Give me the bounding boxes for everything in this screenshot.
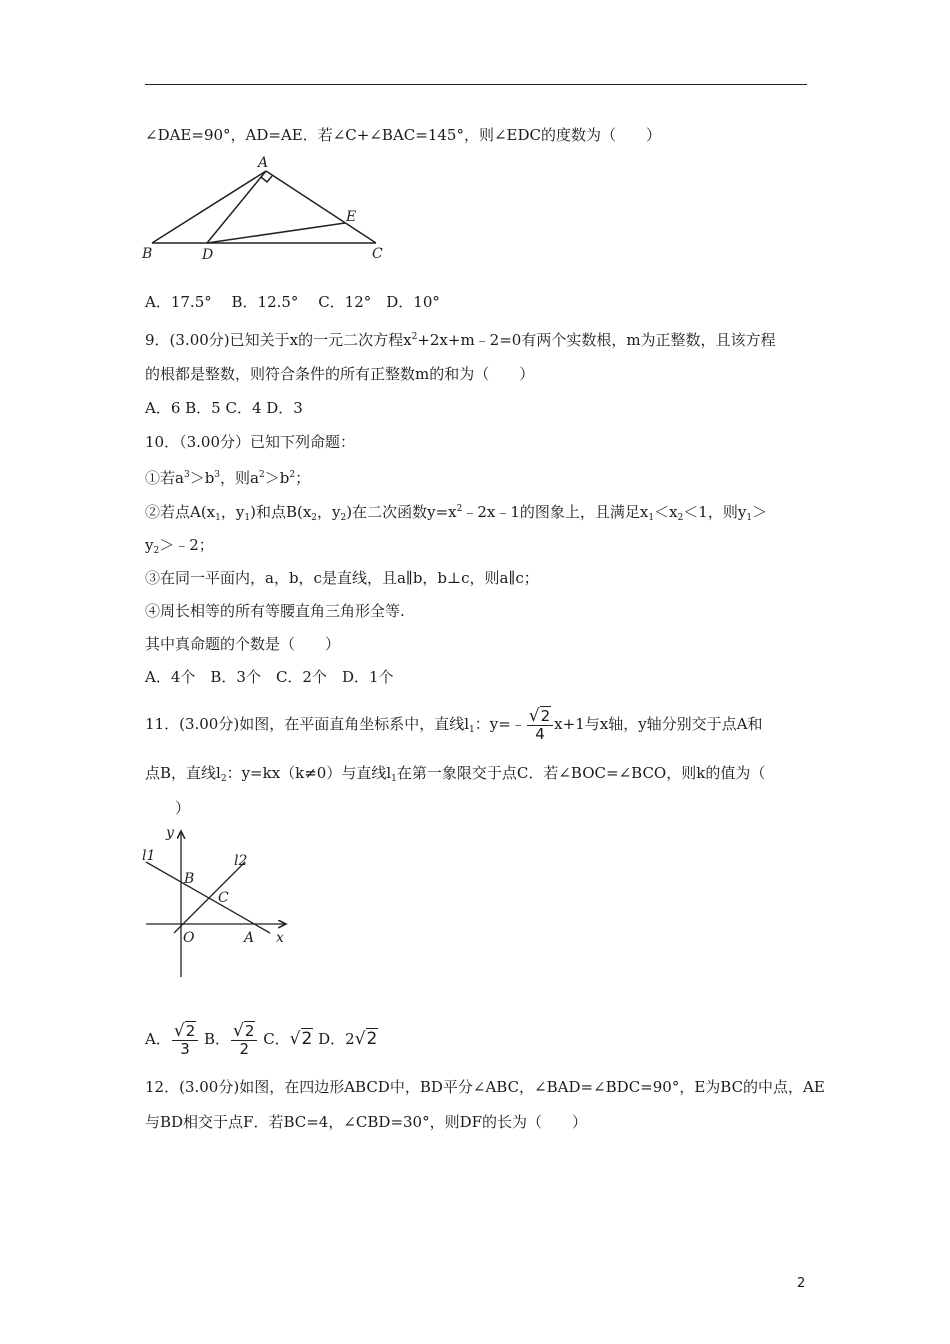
label-c: C: [372, 246, 383, 262]
q10-proposition-2-cont: $y_2>﹣2$；: [145, 536, 214, 556]
q10-proposition-2: ②若点$A(x_1$，$y_1$)和点$B(x_2$，$y_2$)在二次函数$y=x^2﹣2x﹣1$的图象上，且满足$x_1<x_2<1$，则$y_1>$: [145, 503, 768, 523]
label-b: B: [184, 871, 195, 887]
label-y: y: [166, 825, 174, 841]
q8-triangle-figure: [140, 155, 390, 265]
q11-line2: 点B，直线$l_2$：y=kx（k≠0）与直线$l_1$在第一象限交于点C．若∠BOC=∠BCO，则k的值为（: [145, 764, 766, 784]
line-l1: [146, 862, 270, 933]
q10-title: 10．（3.00分）已知下列命题：: [145, 433, 355, 451]
q10-question: 其中真命题的个数是（ ）: [145, 635, 341, 653]
q10-proposition-3: ③在同一平面内，a，b，c是直线，且a∥b，b⊥c，则a∥c；: [145, 569, 539, 587]
label-a: A: [258, 155, 269, 171]
segment-ad: [207, 171, 266, 243]
q9-line2: 的根都是整数，则符合条件的所有正整数m的和为（ ）: [145, 365, 535, 383]
label-b: B: [142, 246, 153, 262]
q11-coordinate-figure: [140, 825, 290, 980]
q12-line2: 与BD相交于点F．若BC=4，∠CBD=30°，则DF的长为（ ）: [145, 1113, 588, 1131]
q10-proposition-4: ④周长相等的所有等腰直角三角形全等.: [145, 602, 405, 620]
q8-stem: ∠DAE=90°，AD=AE．若∠C+∠BAC=145°，则∠EDC的度数为（ ）: [145, 126, 661, 144]
side-ab: [152, 171, 266, 243]
option-b-fraction: $\frac{√2}{2}$: [231, 1023, 257, 1058]
label-c: C: [218, 890, 229, 906]
q12-line1: 12．(3.00分)如图，在四边形ABCD中，BD平分∠ABC，∠BAD=∠BDC=90°，E为BC的中点，AE: [145, 1078, 825, 1096]
option-a-fraction: $\frac{√2}{3}$: [172, 1023, 198, 1058]
label-o: O: [183, 930, 195, 946]
q10-proposition-1: ①若$a^3>b^3$，则$a^2>b^2$；: [145, 469, 311, 487]
page-number: 2: [797, 1276, 806, 1291]
q9-line1: 9．(3.00分)已知关于x的一元二次方程$x^2+2x+m﹣2=0$有两个实数根，m为正整数，且该方程: [145, 331, 776, 349]
label-e: E: [346, 209, 357, 225]
fraction-sqrt2-over-4: $\frac{√2}{4}$: [527, 708, 553, 743]
q11-line1: 11．(3.00分)如图，在平面直角坐标系中，直线$l_1$：y=﹣ $\frac{√2}{4}$ x+1与x轴，y轴分别交于点A和: [145, 705, 763, 743]
label-d: D: [202, 247, 214, 263]
q11-options: A． $\frac{√2}{3}$ B． $\frac{√2}{2}$ C．√2 D．2√2: [145, 1020, 378, 1058]
q10-options: A．4个 B．3个 C．2个 D．1个: [145, 668, 394, 686]
q11-line3: ）: [145, 799, 191, 817]
segment-de: [207, 223, 345, 243]
label-l2: l2: [234, 853, 248, 869]
label-x: x: [276, 930, 284, 946]
q8-options: A．17.5° B．12.5° C．12° D．10°: [145, 293, 440, 311]
right-angle-mark: [261, 176, 272, 182]
q9-options: A．6 B．5 C．4 D．3: [145, 399, 303, 417]
header-rule: [145, 84, 807, 85]
label-a: A: [244, 930, 255, 946]
label-l1: l1: [142, 848, 156, 864]
